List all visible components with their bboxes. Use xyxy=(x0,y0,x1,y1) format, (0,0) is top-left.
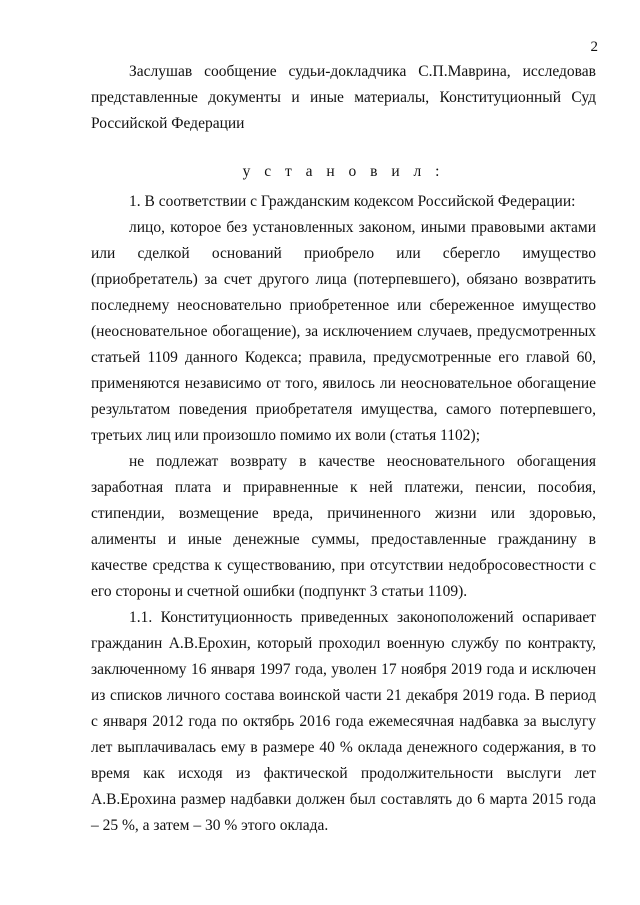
paragraph-4: 1.1. Конституционность приведенных законоположений оспаривает гражданин А.В.Ерохин, который проходил военную службу по контракту, заключенному 16 января 1997 года, уволен 17 ноября 2019 года и исключен из списков личного состава воинской части 21 декабря 2019 года. В период с января 2012 года по октябрь 2016 года ежемесячная надбавка за выслугу лет выплачивалась ему в размере 40 % оклада денежного содержания, в то время как исходя из фактической продолжительности выслуги лет А.В.Ерохина размер надбавки должен был составлять до 6 марта 2015 года – 25 %, а затем – 30 % этого оклада. xyxy=(91,609,596,834)
paragraph-2: лицо, которое без установленных законом, иными правовыми актами или сделкой оснований приобрело или сберегло имущество (приобретатель) за счет другого лица (потерпевшего), обязано возвратить последнему неосновательно приобретенное или сбереженное имущество (неосновательное обогащение), за исключением случаев, предусмотренных статьей 1109 данного Кодекса; правила, предусмотренные его главой 60, применяются независимо от того, явилось ли неосновательное обогащение результатом поведения приобретателя имущества, самого потерпевшего, третьих лиц или произошло помимо их воли (статья 1102); xyxy=(91,219,596,444)
page-number: 2 xyxy=(590,39,598,55)
paragraph-3: не подлежат возврату в качестве неосновательного обогащения заработная плата и приравненные к ней платежи, пенсии, пособия, стипендии, возмещение вреда, причиненного жизни или здоровью, алименты и иные денежные суммы, предоставленные гражданину в качестве средства к существованию, при отсутствии недобросовестности с его стороны и счетной ошибки (подпункт 3 статьи 1109). xyxy=(91,453,596,600)
document-body xyxy=(91,59,596,839)
paragraph-1: 1. В соответствии с Гражданским кодексом Российской Федерации: xyxy=(129,193,576,210)
intro-paragraph: Заслушав сообщение судьи-докладчика С.П.Маврина, исследовав представленные документы и иные материалы, Конституционный Суд Российской Федерации xyxy=(91,63,596,132)
ruling-heading: у с т а н о в и л : xyxy=(242,163,445,180)
